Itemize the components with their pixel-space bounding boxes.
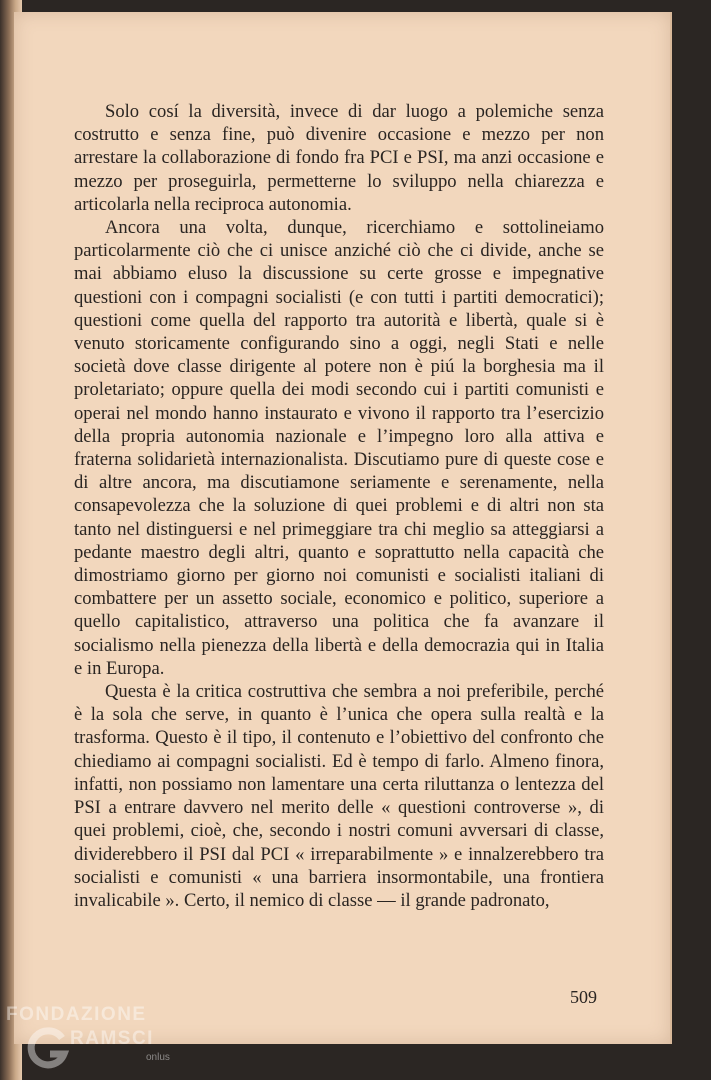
watermark-line2: RAMSCI (70, 1028, 154, 1049)
body-text (74, 100, 604, 912)
paragraph-1: Solo cosí la diversità, invece di dar luogo a polemiche senza costrutto e senza fine, può divenire occasione e mezzo per non arrestare la collaborazione di fondo fra PCI e PSI, ma anzi occasione e mezzo per proseguirla, permetterne lo sviluppo nella chiarezza e articolarla nella reciproca autonomia. (74, 101, 604, 215)
gramsci-g-icon (24, 1024, 72, 1072)
watermark-logo (4, 1004, 204, 1076)
book-page (14, 12, 672, 1044)
watermark-line1: FONDAZIONE (6, 1004, 147, 1025)
paragraph-2: Ancora una volta, dunque, ricerchiamo e sottolineiamo particolarmente ciò che ci unisce anziché ciò che ci divide, anche se mai abbiamo eluso la discussione su certe grosse e impegnative questioni con i compagni socialisti (e con tutti i partiti democratici); questioni come quella del rapporto tra autorità e libertà, quale si è venuto storicamente configurando sino a oggi, negli Stati e nelle società dove classe dirigente al potere non è piú la borghesia ma il proletariato; oppure quella dei modi secondo cui i partiti comunisti e operai nel mondo hanno instaurato e vivono il rapporto tra l’esercizio della propria autonomia nazionale e l’impegno loro alla attiva e fraterna solidarietà internazionalista. Discutiamo pure di queste cose e di altre ancora, ma discutiamone seriamente e serenamente, nella consapevolezza che la soluzione di quei problemi e di altri non sta tanto nel distinguersi e nel primeggiare tra chi meglio sa atteggiarsi a pedante maestro degli altri, quanto e soprattutto nella capacità che dimostriamo giorno per giorno noi comunisti e socialisti italiani di combattere per un assetto sociale, economico e politico, superiore a quello capitalistico, attraverso una politica che fa avanzare il socialismo nella pienezza della libertà e della democrazia qui in Italia e in Europa. (74, 217, 604, 679)
watermark-suffix: onlus (146, 1052, 170, 1063)
paragraph-3: Questa è la critica costruttiva che sembra a noi preferibile, perché è la sola che serve, in quanto è l’unica che opera sulla realtà e la trasforma. Questo è il tipo, il contenuto e l’obiettivo del confronto che chiediamo ai compagni socialisti. Ed è tempo di farlo. Almeno finora, infatti, non possiamo non lamentare una certa riluttanza o lentezza del PSI a entrare davvero nel merito delle « questioni controverse », di quei problemi, cioè, che, secondo i nostri comuni avversari di classe, dividerebbero il PSI dal PCI « irreparabilmente » e innalzerebbero tra socialisti e comunisti « una barriera insormontabile, una frontiera invalicabile ». Certo, il nemico di classe — il grande padronato, (74, 681, 604, 911)
page-number: 509 (570, 987, 597, 1007)
